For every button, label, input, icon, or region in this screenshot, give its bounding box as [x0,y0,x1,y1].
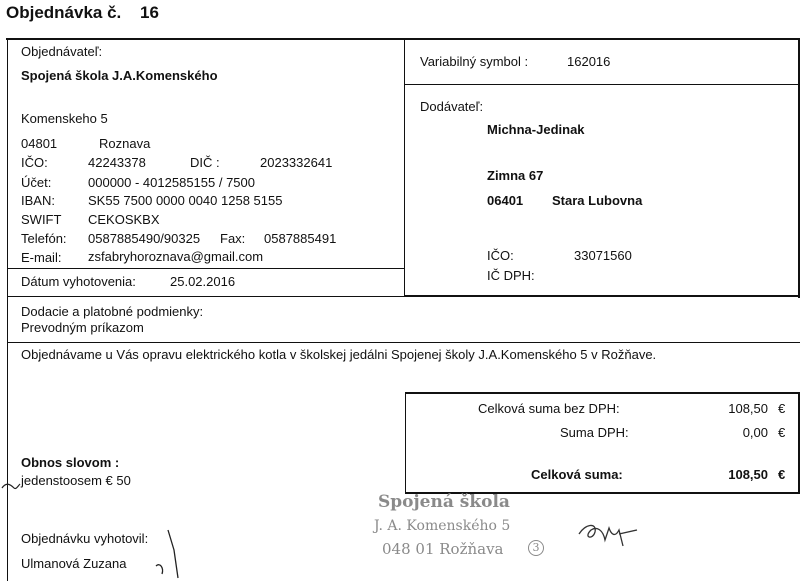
buyer-phone: 0587885490/90325 [88,231,201,246]
buyer-name: Spojená škola J.A.Komenského [21,68,218,83]
issue-date-label: Dátum vyhotovenia: [21,274,136,289]
issue-date: 25.02.2016 [170,274,236,289]
vat-value: 0,00 [742,425,768,440]
description-top [7,342,800,343]
order-description: Objednávame u Vás opravu elektrického kotla v školskej jedálni Spojenej školy J.A.Komenského 5 v Rožňave. [21,347,657,362]
buyer-street: Komenskeho 5 [21,111,108,126]
totals-top [405,392,800,394]
net-currency: € [778,401,786,416]
net-total-label: Celková suma bez DPH: [478,401,620,416]
issuer-label: Objednávku vyhotovil: [21,531,149,546]
date-divider-top [7,268,405,269]
buyer-phone-label: Telefón: [21,231,67,246]
vs-divider [404,84,800,85]
issuer-signature [150,528,190,581]
variable-symbol-value: 162016 [567,54,611,69]
buyer-dic: 2023332641 [260,155,333,170]
supplier-street: Zimna 67 [487,168,544,183]
supplier-signature [575,516,650,556]
buyer-fax-label: Fax: [220,231,246,246]
order-title-label: Objednávka č. [6,3,122,22]
supplier-icdph-label: IČ DPH: [487,268,535,283]
supplier-city: Stara Lubovna [552,193,643,208]
stamp-mark: 3 [528,540,544,556]
supplier-ico: 33071560 [574,248,632,263]
buyer-dic-label: DIČ : [190,155,220,170]
buyer-email: zsfabryhoroznava@gmail.com [88,249,264,264]
buyer-iban-label: IBAN: [21,193,55,208]
frame-left [7,38,8,581]
totals-left [405,392,406,494]
buyer-city: Roznava [99,136,151,151]
vat-label: Suma DPH: [560,425,629,440]
vertical-divider [404,38,405,296]
buyer-account: 000000 - 4012585155 / 7500 [88,175,255,190]
buyer-ico: 42243378 [88,155,146,170]
supplier-zip: 06401 [487,193,524,208]
order-number: 16 [140,3,159,22]
frame-top [6,38,800,40]
buyer-label: Objednávateľ: [21,44,103,59]
net-total-value: 108,50 [728,401,768,416]
issuer-name: Ulmanová Zuzana [21,556,127,571]
buyer-iban: SK55 7500 0000 0040 1258 5155 [88,193,283,208]
amount-words-value: jedenstoosem € 50 [21,473,131,488]
terms-value: Prevodným príkazom [21,320,144,335]
stamp-line1: Spojená škola [378,492,510,512]
buyer-swift-label: SWIFT [21,212,62,227]
buyer-zip: 04801 [21,136,58,151]
variable-symbol-label: Variabilný symbol : [420,54,529,69]
grand-total-currency: € [778,467,786,482]
stamp-line2: J. A. Komenského 5 [374,518,511,534]
buyer-swift: CEKOSKBX [88,212,160,227]
buyer-ico-label: IČO: [21,155,48,170]
supplier-label: Dodávateľ: [420,99,484,114]
stamp-line3: 048 01 Rožňava [382,540,504,558]
order-title [6,3,159,23]
buyer-fax: 0587885491 [264,231,337,246]
margin-scribble [0,472,22,496]
supplier-name: Michna-Jedinak [487,122,585,137]
grand-total-value: 108,50 [728,467,768,482]
grand-total-label: Celková suma: [531,467,623,482]
buyer-account-label: Účet: [21,175,52,190]
terms-top [7,296,800,297]
supplier-ico-label: IČO: [487,248,514,263]
buyer-email-label: E-mail: [21,250,62,265]
terms-label: Dodacie a platobné podmienky: [21,304,204,319]
vat-currency: € [778,425,786,440]
amount-words-label: Obnos slovom : [21,455,120,470]
